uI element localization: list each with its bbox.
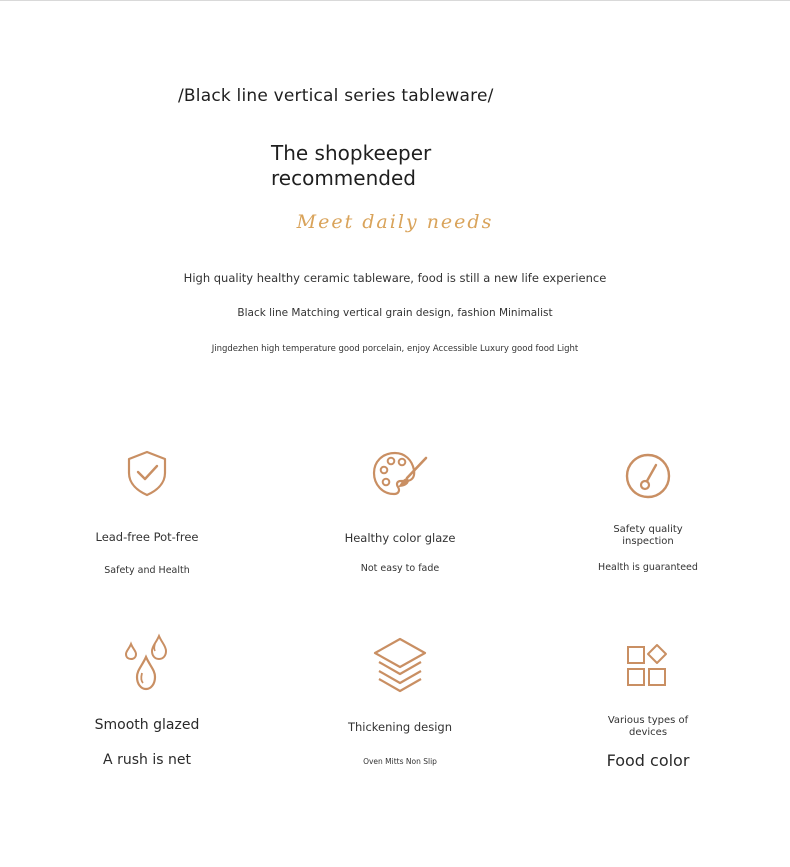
shapes-grid-icon — [623, 643, 673, 693]
feature-title: Thickening design — [347, 720, 453, 734]
series-title: /Black line vertical series tableware/ — [178, 86, 494, 106]
feature-subtitle: Safety and Health — [104, 565, 190, 576]
top-divider — [0, 0, 790, 1]
script-tagline: Meet daily needs — [296, 211, 494, 233]
feature-title: Various types of devices — [607, 715, 689, 738]
gauge-icon — [623, 451, 673, 501]
palette-brush-icon — [371, 448, 429, 498]
feature-subtitle: Oven Mitts Non Slip — [363, 757, 437, 766]
layers-icon — [370, 633, 430, 693]
feature-title: Healthy color glaze — [344, 531, 456, 545]
feature-subtitle: A rush is net — [103, 752, 191, 768]
description-line-2: Black line Matching vertical grain design, fashion Minimalist — [237, 307, 553, 319]
water-drops-icon — [122, 633, 172, 693]
description-line-1: High quality healthy ceramic tableware, food is still a new life experience — [183, 271, 607, 285]
feature-title: Safety quality inspection — [613, 524, 683, 547]
feature-subtitle: Not easy to fade — [360, 563, 440, 574]
description-line-3: Jingdezhen high temperature good porcelain, enjoy Accessible Luxury good food Light — [211, 344, 579, 354]
feature-subtitle: Food color — [606, 751, 690, 770]
feature-title: Lead-free Pot-free — [95, 530, 199, 544]
shield-check-icon — [122, 448, 172, 498]
feature-subtitle: Health is guaranteed — [598, 562, 698, 573]
feature-title: Smooth glazed — [94, 717, 200, 733]
shopkeeper-heading: The shopkeeper recommended — [271, 141, 432, 190]
